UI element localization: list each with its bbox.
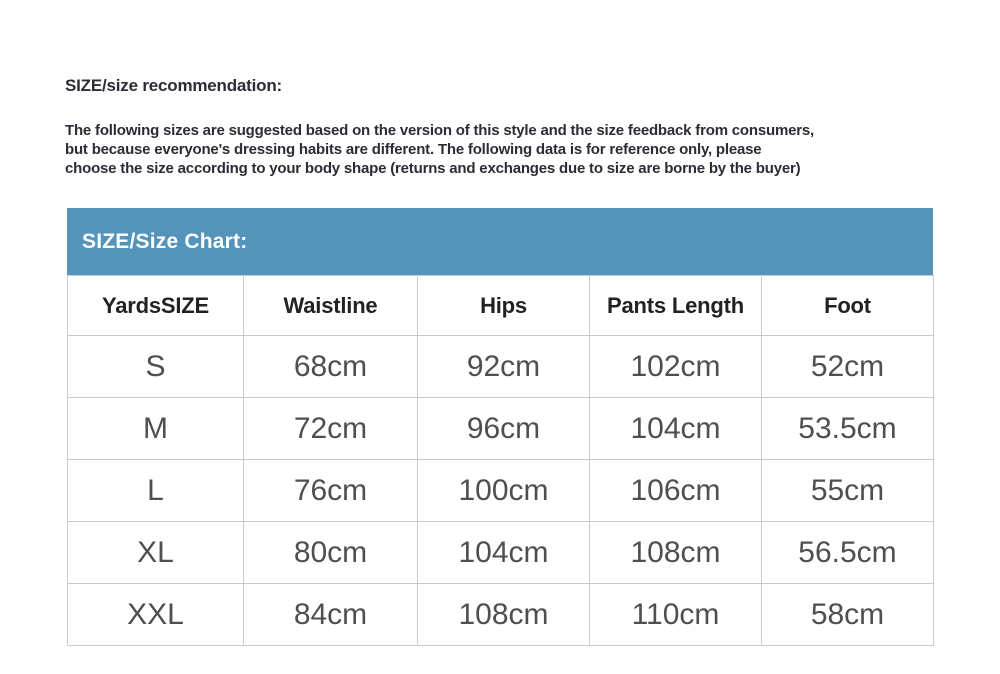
- table-row: [68, 460, 934, 522]
- size-disclaimer-line: The following sizes are suggested based on the version of this style and the size feedback from consumers,: [65, 122, 814, 139]
- size-disclaimer-line: choose the size according to your body shape (returns and exchanges due to size are borne by the buyer): [65, 160, 801, 177]
- size-label-cell: S: [68, 336, 244, 398]
- measurement-cell: 80cm: [244, 522, 418, 584]
- measurement-cell: 58cm: [762, 584, 934, 646]
- size-label-cell: XL: [68, 522, 244, 584]
- column-header-yardssize: YardsSIZE: [68, 276, 244, 336]
- table-row: [68, 522, 934, 584]
- size-chart-header-label: SIZE/Size Chart:: [82, 229, 248, 253]
- size-disclaimer-line: but because everyone's dressing habits are different. The following data is for reference only, please: [65, 141, 762, 158]
- size-table-body: [68, 336, 934, 646]
- size-label-cell: L: [68, 460, 244, 522]
- size-table-head: [68, 276, 934, 336]
- measurement-cell: 104cm: [418, 522, 590, 584]
- measurement-cell: 84cm: [244, 584, 418, 646]
- measurement-cell: 102cm: [590, 336, 762, 398]
- size-chart-header: [67, 208, 933, 275]
- column-header-foot: Foot: [762, 276, 934, 336]
- measurement-cell: 100cm: [418, 460, 590, 522]
- measurement-cell: 53.5cm: [762, 398, 934, 460]
- measurement-cell: 96cm: [418, 398, 590, 460]
- size-disclaimer: [65, 121, 814, 178]
- size-recommendation-title: SIZE/size recommendation:: [65, 76, 282, 95]
- measurement-cell: 108cm: [418, 584, 590, 646]
- measurement-cell: 104cm: [590, 398, 762, 460]
- measurement-cell: 68cm: [244, 336, 418, 398]
- measurement-cell: 108cm: [590, 522, 762, 584]
- measurement-cell: 110cm: [590, 584, 762, 646]
- measurement-cell: 106cm: [590, 460, 762, 522]
- column-header-pants-length: Pants Length: [590, 276, 762, 336]
- table-row: [68, 584, 934, 646]
- table-row: [68, 336, 934, 398]
- size-table-header-row: [68, 276, 934, 336]
- size-chart: [67, 208, 933, 646]
- measurement-cell: 56.5cm: [762, 522, 934, 584]
- size-chart-table: [67, 275, 934, 646]
- size-label-cell: XXL: [68, 584, 244, 646]
- size-label-cell: M: [68, 398, 244, 460]
- measurement-cell: 72cm: [244, 398, 418, 460]
- table-row: [68, 398, 934, 460]
- measurement-cell: 55cm: [762, 460, 934, 522]
- measurement-cell: 76cm: [244, 460, 418, 522]
- measurement-cell: 52cm: [762, 336, 934, 398]
- measurement-cell: 92cm: [418, 336, 590, 398]
- column-header-hips: Hips: [418, 276, 590, 336]
- column-header-waistline: Waistline: [244, 276, 418, 336]
